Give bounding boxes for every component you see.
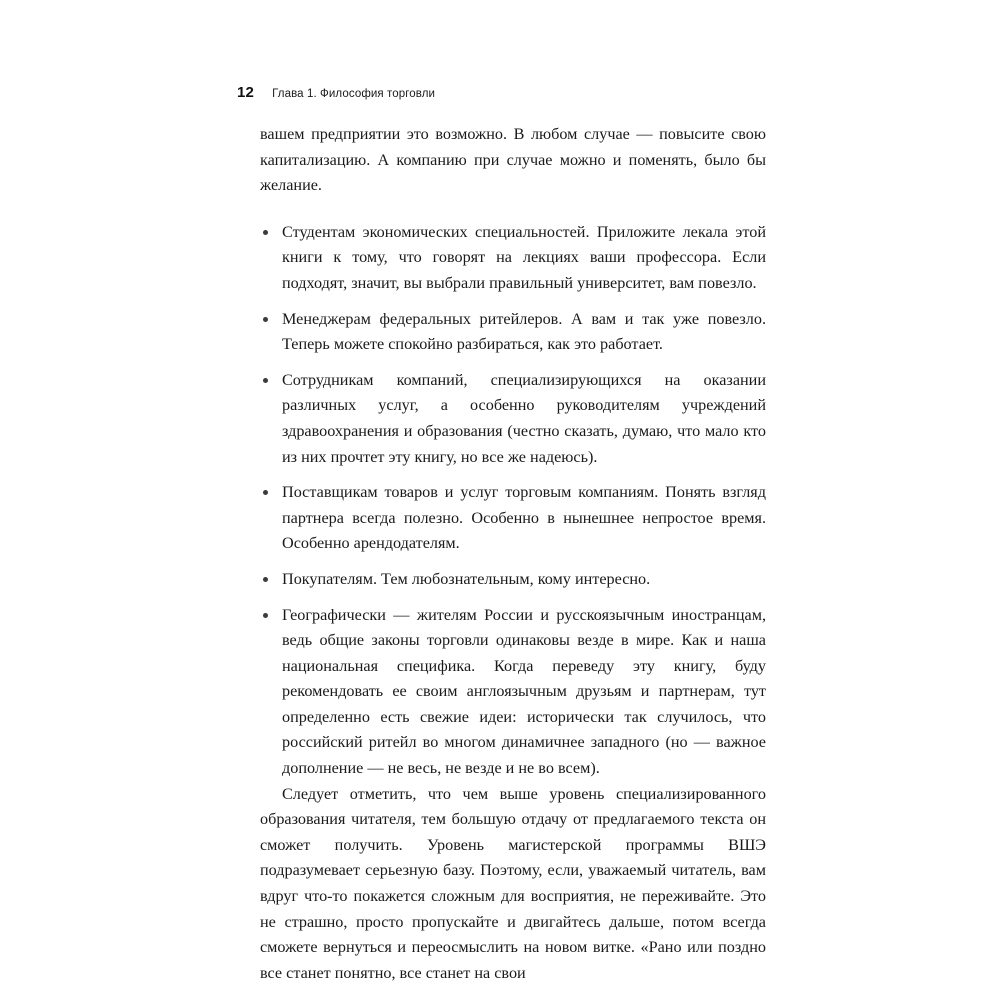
continued-paragraph: вашем предприятии это возможно. В любом случае — повысите свою капитализацию. А компанию при случае можно и поменять, было бы желание.: [260, 125, 766, 195]
list-item: Студентам экономических специальностей. Приложите лекала этой книги к тому, что говорят на лекциях ваши профессора. Если подходят, значит, вы выбрали правильный университет, вам повезло.: [260, 220, 766, 297]
list-item: Менеджерам федеральных ритейлеров. А вам и так уже повезло. Теперь можете спокойно разбираться, как это работает.: [260, 307, 766, 358]
spacer: [260, 199, 766, 210]
page-number: 12: [237, 84, 255, 101]
running-head: [237, 84, 435, 101]
list-item: Покупателям. Тем любознательным, кому интересно.: [260, 567, 766, 593]
list-item: Поставщикам товаров и услуг торговым компаниям. Понять взгляд партнера всегда полезно. Особенно в нынешнее непростое время. Особенно арендодателям.: [260, 480, 766, 557]
text-column: [260, 122, 766, 986]
closing-paragraph: Следует отметить, что чем выше уровень специализированного образования читателя, тем большую отдачу от предлагаемого текста он сможет получить. Уровень магистерской программы ВШЭ подразумевает серьезную базу. Поэтому, если, уважаемый читатель, вам вдруг что-то покажется сложным для восприятия, не переживайте. Это не страшно, просто пропускайте и двигайтесь дальше, потом всегда сможете вернуться и переосмыслить на новом витке. «Рано или поздно все станет понятно, все станет на свои: [260, 784, 766, 982]
chapter-title: Глава 1. Философия торговли: [272, 88, 436, 100]
list-item: Сотрудникам компаний, специализирующихся на оказании различных услуг, а особенно руководителям учреждений здравоохранения и образования (честно сказать, думаю, что мало кто из них прочтет эту книгу, но все же надеюсь).: [260, 368, 766, 470]
list-item: Географически — жителям России и русскоязычным иностранцам, ведь общие законы торговли одинаковы везде в мире. Как и наша национальная специфика. Когда переведу эту книгу, буду рекомендовать ее своим англоязычным друзьям и партнерам, тут определенно есть свежие идеи: исторически так случилось, что российский ритейл во многом динамичнее западного (но — важное дополнение — не весь, не везде и не во всем).: [260, 603, 766, 782]
bullet-list: [260, 220, 766, 782]
